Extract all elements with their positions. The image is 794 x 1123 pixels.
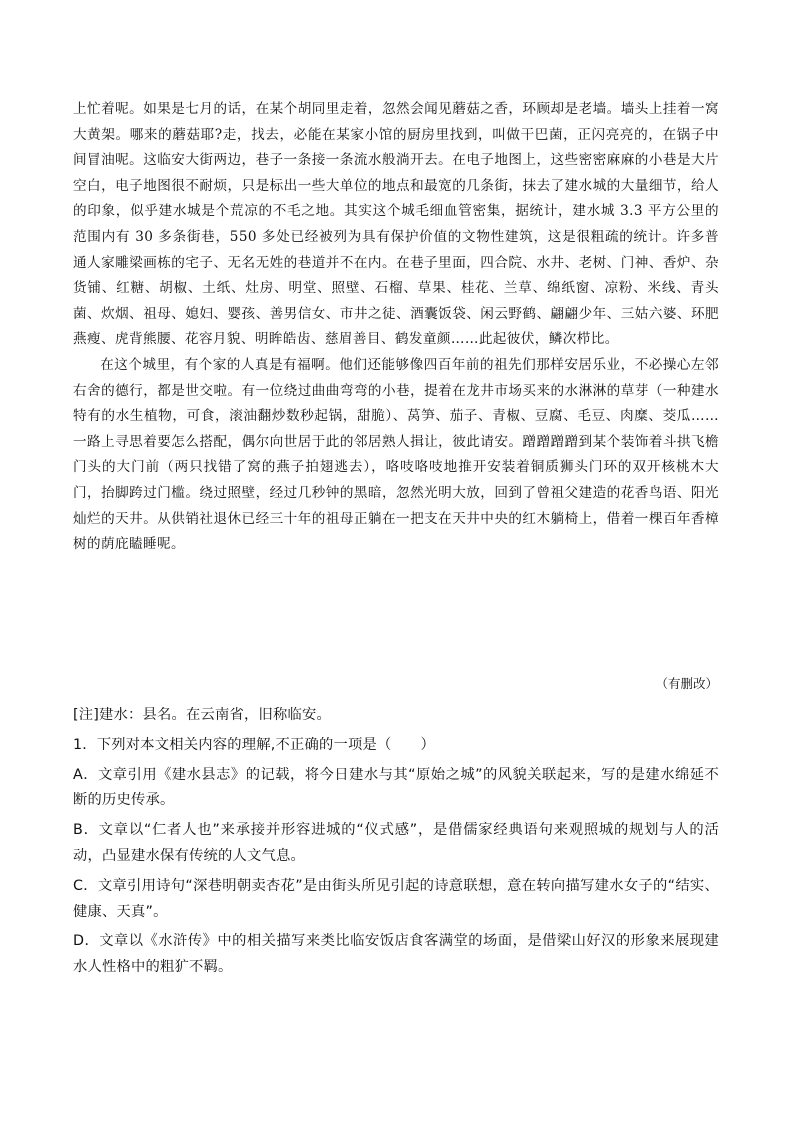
reading-passage xyxy=(73,97,719,558)
option-b: B．文章以“仁者人也”来承接并形容进城的“仪式感”，是借儒家经典语句来观照城的规划与人的活动，凸显建水保有传统的人文气息。 xyxy=(73,822,719,864)
passage-paragraph-1: 上忙着呢。如果是七月的话，在某个胡同里走着，忽然会闻见蘑菇之香，环顾却是老墙。墙头上挂着一窝大黄架。哪来的蘑菇耶?走，找去，必能在某家小馆的厨房里找到，叫做干巴菌，正闪亮亮的，在锅子中间冒油呢。这临安大街两边，巷子一条接一条流水般淌开去。在电子地图上，这些密密麻麻的小巷是大片空白，电子地图很不耐烦，只是标出一些大单位的地点和最宽的几条街，抹去了建水城的大量细节，给人的印象，似乎建水城是个荒凉的不毛之地。其实这个城毛细血管密集，据统计，建水城 3.3 平方公里的范围内有 30 多条街巷，550 多处已经被列为具有保护价值的文物性建筑，这是很粗疏的统计。许多普通人家雕梁画栋的宅子、无名无姓的巷道并不在内。在巷子里面，四合院、水井、老树、门神、香炉、杂货铺、红糖、胡椒、土纸、灶房、明堂、照壁、石榴、草果、桂花、兰草、绵纸窗、凉粉、米线、青头菌、炊烟、祖母、媳妇、婴孩、善男信女、市井之徒、酒囊饭袋、闲云野鹤、翩翩少年、三姑六婆、环肥燕瘦、虎背熊腰、花容月貌、明眸皓齿、慈眉善目、鹤发童颜……此起彼伏，鳞次栉比。 xyxy=(73,101,719,348)
question-stem: 1．下列对本文相关内容的理解,不正确的一项是（ ） xyxy=(73,736,435,753)
option-d: D．文章以《水浒传》中的相关描写来类比临安饭店食客满堂的场面，是借梁山好汉的形象来展现建水人性格中的粗犷不羁。 xyxy=(73,933,719,976)
source-note: （有删改） xyxy=(655,676,718,691)
passage-paragraph-2: 在这个城里，有个家的人真是有福啊。他们还能够像四百年前的祖先们那样安居乐业，不必操心左邻右舍的德行，都是世交啦。有一位绕过曲曲弯弯的小巷，提着在龙井市场买来的水淋淋的草芽（一种建水特有的水生植物，可食，滚油翻炒数秒起锅，甜脆）、莴笋、茄子、青椒、豆腐、毛豆、肉糜、茭瓜……一路上寻思着要怎么搭配，偶尔向世居于此的邻居熟人揖让，彼此请安。蹭蹭蹭蹭到某个装饰着斗拱飞檐门头的大门前（两只找错了窝的燕子拍翅逃去），咯吱咯吱地推开安装着铜质狮头门环的双开核桃木大门，抬脚跨过门槛。绕过照壁，经过几秒钟的黑暗，忽然光明大放，回到了曾祖父建造的花香鸟语、阳光灿烂的天井。从供销社退休已经三十年的祖母正躺在一把支在天井中央的红木躺椅上，借着一棵百年香樟树的荫庇瞌睡呢。 xyxy=(73,356,719,553)
option-a: A．文章引用《建水县志》的记载，将今日建水与其“原始之城”的风貌关联起来，写的是建水绵延不断的历史传承。 xyxy=(73,766,719,809)
question-section xyxy=(73,703,719,985)
option-c: C．文章引用诗句“深巷明朝卖杏花”是由街头所见引起的诗意联想，意在转向描写建水女子的“结实、健康、天真”。 xyxy=(73,877,719,920)
annotation-note: [注]建水：县名。在云南省，旧称临安。 xyxy=(73,707,332,723)
